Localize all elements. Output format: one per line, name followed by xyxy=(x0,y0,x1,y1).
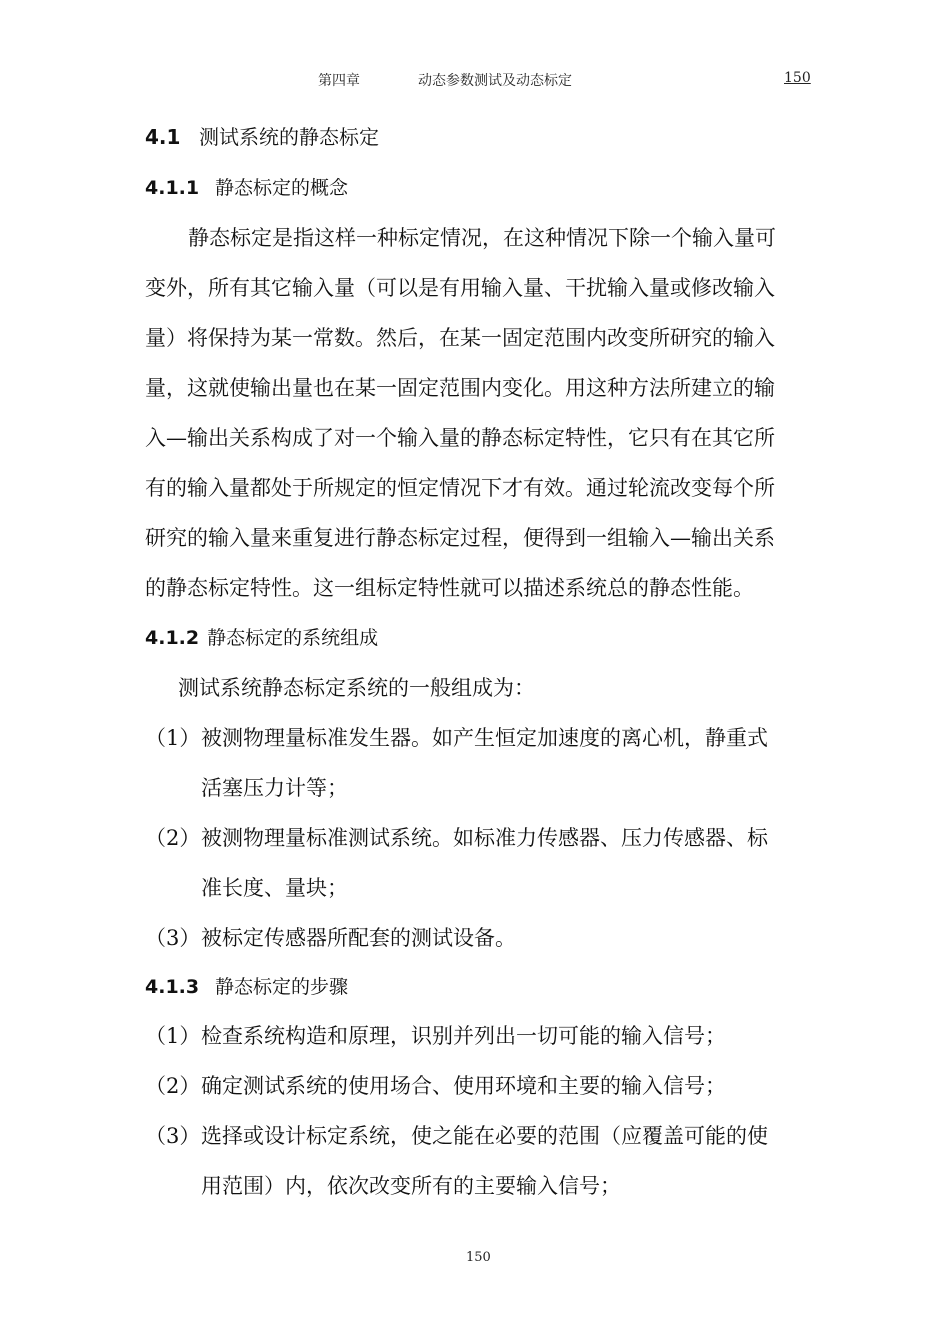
paragraph-line: 量，这就使输出量也在某一固定范围内变化。用这种方法所建立的输 xyxy=(145,376,775,400)
intro-text: 测试系统静态标定系统的一般组成为： xyxy=(178,676,535,700)
paragraph-line: 变外，所有其它输入量（可以是有用输入量、干扰输入量或修改输入 xyxy=(145,276,775,300)
paragraph-line: 入—输出关系构成了对一个输入量的静态标定特性，它只有在其它所 xyxy=(145,426,775,450)
section-heading-4-1-2 xyxy=(145,623,378,650)
section-title: 静态标定的概念 xyxy=(215,177,349,199)
section-heading-4-1 xyxy=(145,121,379,150)
list-marker: （2） xyxy=(145,1074,201,1098)
paragraph-line: 有的输入量都处于所规定的恒定情况下才有效。通过轮流改变每个所 xyxy=(145,476,775,500)
paragraph-line: 的静态标定特性。这一组标定特性就可以描述系统总的静态性能。 xyxy=(145,576,754,600)
list-marker: （1） xyxy=(145,726,201,750)
header-chapter: 第四章 xyxy=(318,73,360,89)
section-title: 测试系统的静态标定 xyxy=(199,125,379,149)
section-number: 4.1.3 xyxy=(145,976,200,998)
list-marker: （3） xyxy=(145,1124,201,1148)
section-title: 静态标定的步骤 xyxy=(215,976,349,998)
header-title: 动态参数测试及动态标定 xyxy=(418,73,572,89)
list-marker: （1） xyxy=(145,1024,201,1048)
section-heading-4-1-1 xyxy=(145,173,348,200)
section-number: 4.1.2 xyxy=(145,627,200,649)
list-text-continuation: 用范围）内，依次改变所有的主要输入信号； xyxy=(201,1174,621,1198)
section-number: 4.1 xyxy=(145,125,181,149)
list-text: 被测物理量标准测试系统。如标准力传感器、压力传感器、标 xyxy=(201,826,768,850)
paragraph-line: 研究的输入量来重复进行静态标定过程，便得到一组输入—输出关系 xyxy=(145,526,775,550)
list-text-continuation: 准长度、量块； xyxy=(201,876,348,900)
list-text: 选择或设计标定系统，使之能在必要的范围（应覆盖可能的使 xyxy=(201,1124,768,1148)
section-title: 静态标定的系统组成 xyxy=(207,627,379,649)
list-text: 检查系统构造和原理，识别并列出一切可能的输入信号； xyxy=(201,1024,726,1048)
paragraph-line: 量）将保持为某一常数。然后，在某一固定范围内改变所研究的输入 xyxy=(145,326,775,350)
list-text: 被测物理量标准发生器。如产生恒定加速度的离心机，静重式 xyxy=(201,726,768,750)
list-text-continuation: 活塞压力计等； xyxy=(201,776,348,800)
list-marker: （2） xyxy=(145,826,201,850)
footer-page-number: 150 xyxy=(466,1250,491,1265)
list-marker: （3） xyxy=(145,926,201,950)
list-text: 确定测试系统的使用场合、使用环境和主要的输入信号； xyxy=(201,1074,726,1098)
list-text: 被标定传感器所配套的测试设备。 xyxy=(201,926,516,950)
header-page-number: 150 xyxy=(784,70,811,86)
section-number: 4.1.1 xyxy=(145,177,200,199)
section-heading-4-1-3 xyxy=(145,972,348,999)
paragraph-line: 静态标定是指这样一种标定情况，在这种情况下除一个输入量可 xyxy=(188,226,776,250)
